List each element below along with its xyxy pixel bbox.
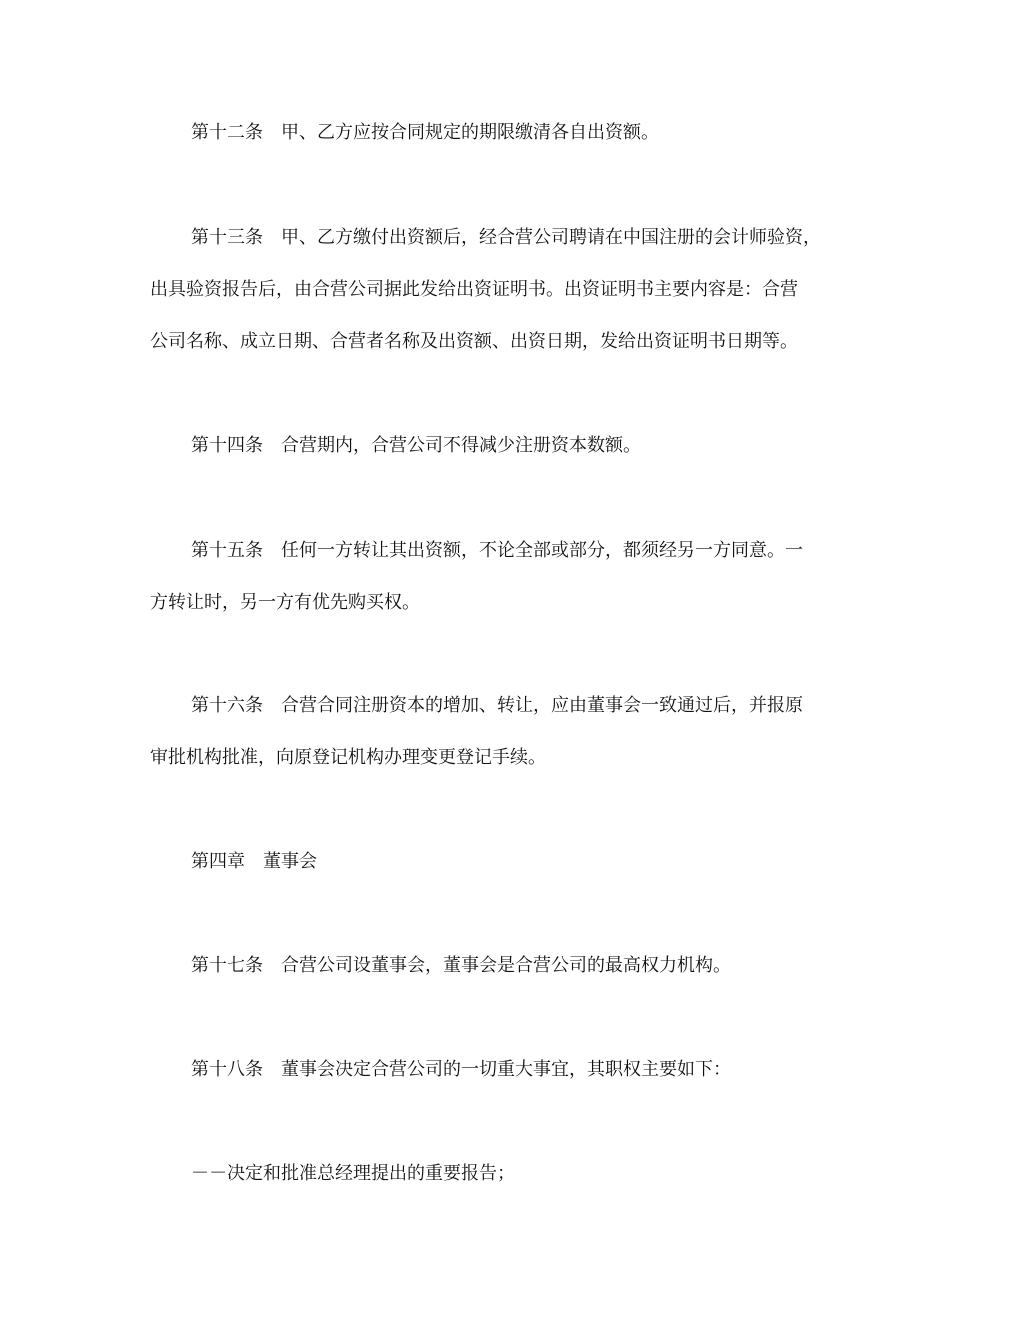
chapter-4-heading: 第四章 董事会 <box>191 851 317 872</box>
article-16-line-2: 审批机构批准，向原登记机构办理变更登记手续。 <box>150 747 546 768</box>
article-15-line-1: 第十五条 任何一方转让其出资额，不论全部或部分，都须经另一方同意。一 <box>191 540 803 561</box>
article-18-item-1: －－决定和批准总经理提出的重要报告； <box>191 1163 515 1184</box>
article-17: 第十七条 合营公司设董事会，董事会是合营公司的最高权力机构。 <box>191 955 731 976</box>
article-18: 第十八条 董事会决定合营公司的一切重大事宜，其职权主要如下： <box>191 1059 731 1080</box>
article-13-line-3: 公司名称、成立日期、合营者名称及出资额、出资日期，发给出资证明书日期等。 <box>150 331 798 352</box>
article-13-line-2: 出具验资报告后，由合营公司据此发给出资证明书。出资证明书主要内容是：合营 <box>150 279 798 300</box>
article-12: 第十二条 甲、乙方应按合同规定的期限缴清各自出资额。 <box>191 122 659 143</box>
article-13-line-1: 第十三条 甲、乙方缴付出资额后，经合营公司聘请在中国注册的会计师验资， <box>191 227 821 248</box>
article-14: 第十四条 合营期内，合营公司不得减少注册资本数额。 <box>191 435 641 456</box>
article-15-line-2: 方转让时，另一方有优先购买权。 <box>150 592 420 613</box>
article-16-line-1: 第十六条 合营合同注册资本的增加、转让，应由董事会一致通过后，并报原 <box>191 695 803 716</box>
